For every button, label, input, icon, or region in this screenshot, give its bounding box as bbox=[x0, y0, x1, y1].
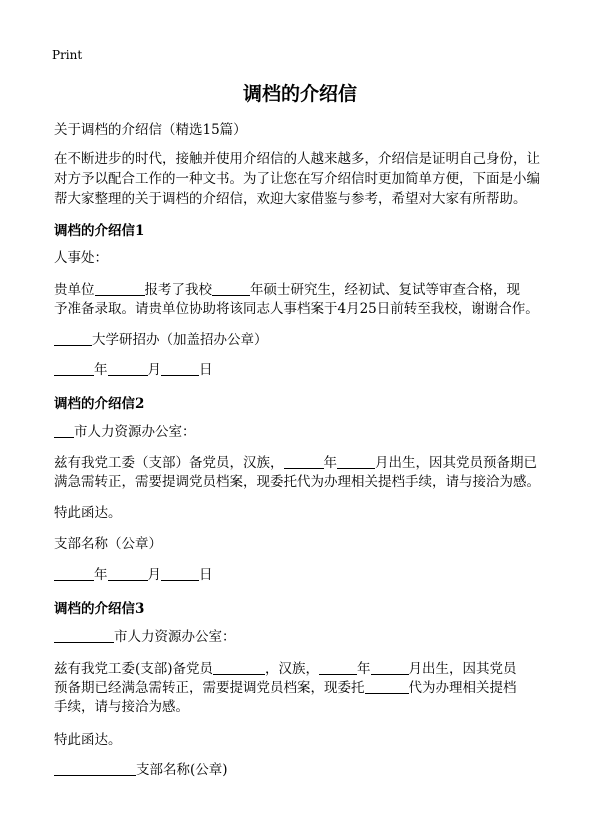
letter3-heading: 调档的介绍信3 bbox=[54, 601, 145, 617]
letter3-body-line-1: 兹有我党工委(支部)备党员 ，汉族， 年 月出生，因其党员 bbox=[54, 661, 517, 677]
blank-field bbox=[54, 361, 94, 376]
letter1-body-line-2: 予准备录取。请贵单位协助将该同志人事档案于4月25日前转至我校，谢谢合作。 bbox=[54, 301, 539, 317]
letter3-signature: 支部名称(公章) bbox=[54, 760, 228, 781]
letter3-body-line-2: 预备期已经满急需转正，需要提调党员档案，现委托 代为办理相关提档 bbox=[54, 680, 517, 696]
blank-field bbox=[212, 281, 250, 296]
blank-field bbox=[161, 566, 199, 581]
letter2-closing: 特此函达。 bbox=[54, 505, 122, 521]
letter2-salutation: 市人力资源办公室： bbox=[54, 422, 196, 443]
blank-field bbox=[371, 660, 409, 675]
letter3-salutation: 市人力资源办公室： bbox=[54, 627, 236, 648]
letter2-heading: 调档的介绍信2 bbox=[54, 396, 145, 412]
blank-field bbox=[54, 331, 92, 346]
letter2-signature: 支部名称（公章） bbox=[54, 536, 162, 552]
blank-field bbox=[319, 660, 357, 675]
blank-field bbox=[337, 454, 375, 469]
letter1-signature: 大学研招办（加盖招办公章） bbox=[54, 330, 268, 351]
blank-field bbox=[213, 660, 265, 675]
letter1-body-line-1: 贵单位 报考了我校 年硕士研究生，经初试、复试等审查合格，现 bbox=[54, 282, 520, 298]
letter3-closing: 特此函达。 bbox=[54, 732, 122, 748]
blank-field bbox=[161, 361, 199, 376]
intro-line-3: 帮大家整理的关于调档的介绍信，欢迎大家借鉴与参考，希望对大家有所帮助。 bbox=[54, 191, 527, 207]
letter2-body-line-2: 满急需转正，需要提调党员档案，现委托代为办理相关提档手续，请与接洽为感。 bbox=[54, 474, 540, 490]
intro-line-2: 对方予以配合工作的一种文书。为了让您在写介绍信时更加简单方便，下面是小编 bbox=[54, 171, 540, 187]
letter2-body-line-1: 兹有我党工委（支部）备党员，汉族， 年 月出生，因其党员预备期已 bbox=[54, 455, 537, 471]
blank-field bbox=[54, 761, 136, 776]
intro-line-1: 在不断进步的时代，接触并使用介绍信的人越来越多，介绍信是证明自己身份，让 bbox=[54, 151, 540, 167]
letter1-heading: 调档的介绍信1 bbox=[54, 223, 145, 239]
letter2-date: 年 月 日 bbox=[54, 565, 213, 586]
blank-field bbox=[54, 628, 114, 643]
letter3-body-line-3: 手续，请与接洽为感。 bbox=[54, 699, 189, 715]
blank-field bbox=[108, 566, 148, 581]
document-title: 调档的介绍信 bbox=[242, 83, 357, 105]
print-link[interactable]: Print bbox=[52, 48, 83, 62]
blank-field bbox=[54, 423, 74, 438]
blank-field bbox=[108, 361, 148, 376]
blank-field bbox=[284, 454, 324, 469]
letter1-salutation: 人事处： bbox=[54, 250, 108, 266]
letter1-date: 年 月 日 bbox=[54, 360, 213, 381]
blank-field bbox=[365, 679, 409, 694]
blank-field bbox=[54, 566, 94, 581]
subtitle: 关于调档的介绍信（精选15篇） bbox=[54, 122, 247, 138]
blank-field bbox=[95, 281, 145, 296]
